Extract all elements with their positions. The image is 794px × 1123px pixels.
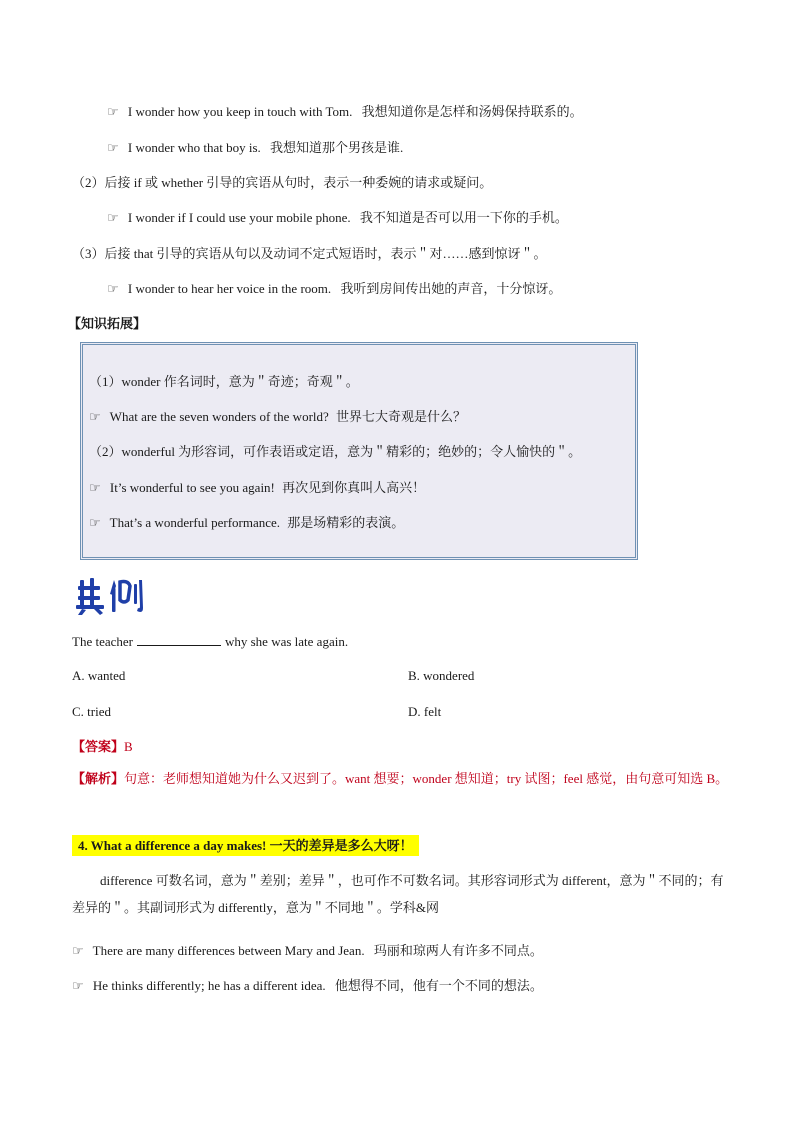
pointing-hand-icon: ☞ [72,944,84,959]
example-zh: 那是场精彩的表演。 [287,515,405,530]
pointing-hand-icon: ☞ [107,141,119,156]
example-en: What are the seven wonders of the world? [109,409,329,424]
knowledge-box [80,342,638,560]
question-stem [72,632,348,651]
box-example [89,479,425,498]
section-4-paragraph: difference 可数名词，意为＂差别；差异＂，也可作不可数名词。其形容词形式为 different，意为＂不同的；有差异的＂。其副词形式为 differently，意为＂不同地＂。学科&网 [72,873,724,915]
example-line [72,977,543,996]
analysis-label: 【解析】 [72,772,125,787]
answer-line [72,738,133,757]
example-en: I wonder who that boy is. [127,140,261,155]
example-zh: 再次见到你真叫人高兴！ [282,480,426,495]
example-en: There are many differences between Mary and Jean. [92,943,365,958]
pointing-hand-icon: ☞ [89,516,101,531]
example-zh: 世界七大奇观是什么？ [336,409,467,424]
example-zh: 我想知道你是怎样和汤姆保持联系的。 [361,104,583,119]
answer-blank [137,632,221,646]
box-example [89,408,466,427]
example-zh: 玛丽和琼两人有许多不同点。 [373,943,543,958]
question-before: The teacher [72,634,133,649]
pointing-hand-icon: ☞ [89,481,101,496]
analysis-block [72,766,732,793]
example-line [107,103,583,122]
usage-point-3: （3）后接 that 引导的宾语从句以及动词不定式短语时，表示＂对……感到惊讶＂。 [72,246,547,261]
option-b: B. wondered [408,668,475,683]
example-en: I wonder to hear her voice in the room. [127,281,332,296]
example-zh: 我听到房间传出她的声音，十分惊讶。 [340,281,562,296]
answer-value: B [124,739,133,754]
pointing-hand-icon: ☞ [89,410,101,425]
example-line [107,209,568,228]
box-example [89,514,404,533]
option-c: C. tried [72,704,111,719]
example-zh: 我不知道是否可以用一下你的手机。 [359,210,568,225]
example-zh: 他想得不同，他有一个不同的想法。 [334,978,543,993]
box-point-2: （2）wonderful 为形容词，可作表语或定语，意为＂精彩的；绝妙的；令人愉快的＂。 [89,444,582,459]
example-en: I wonder if I could use your mobile phone. [127,210,351,225]
example-logo [76,574,148,616]
example-line [107,139,403,158]
example-en: I wonder how you keep in touch with Tom. [127,104,353,119]
example-line [107,280,561,299]
pointing-hand-icon: ☞ [107,105,119,120]
example-en: That’s a wonderful performance. [109,515,281,530]
box-point-1: （1）wonder 作名词时，意为＂奇迹；奇观＂。 [89,374,359,389]
knowledge-title: 【知识拓展】 [68,316,147,331]
answer-label: 【答案】 [72,740,125,755]
option-a: A. wanted [72,668,126,683]
example-zh: 我想知道那个男孩是谁. [270,140,404,155]
pointing-hand-icon: ☞ [107,211,119,226]
question-after: why she was late again. [224,634,349,649]
pointing-hand-icon: ☞ [72,979,84,994]
option-d: D. felt [408,704,442,719]
section-4-title: 4. What a difference a day makes! 一天的差异是多么大呀！ [72,835,419,856]
pointing-hand-icon: ☞ [107,282,119,297]
example-line [72,942,543,961]
usage-point-2: （2）后接 if 或 whether 引导的宾语从句时，表示一种委婉的请求或疑问。 [72,175,493,190]
example-en: It’s wonderful to see you again! [109,480,275,495]
example-en: He thinks differently; he has a different idea. [92,978,326,993]
analysis-text: 句意：老师想知道她为什么又迟到了。want 想要；wonder 想知道；try 试图；feel 感觉，由句意可知选 B。 [124,771,729,786]
